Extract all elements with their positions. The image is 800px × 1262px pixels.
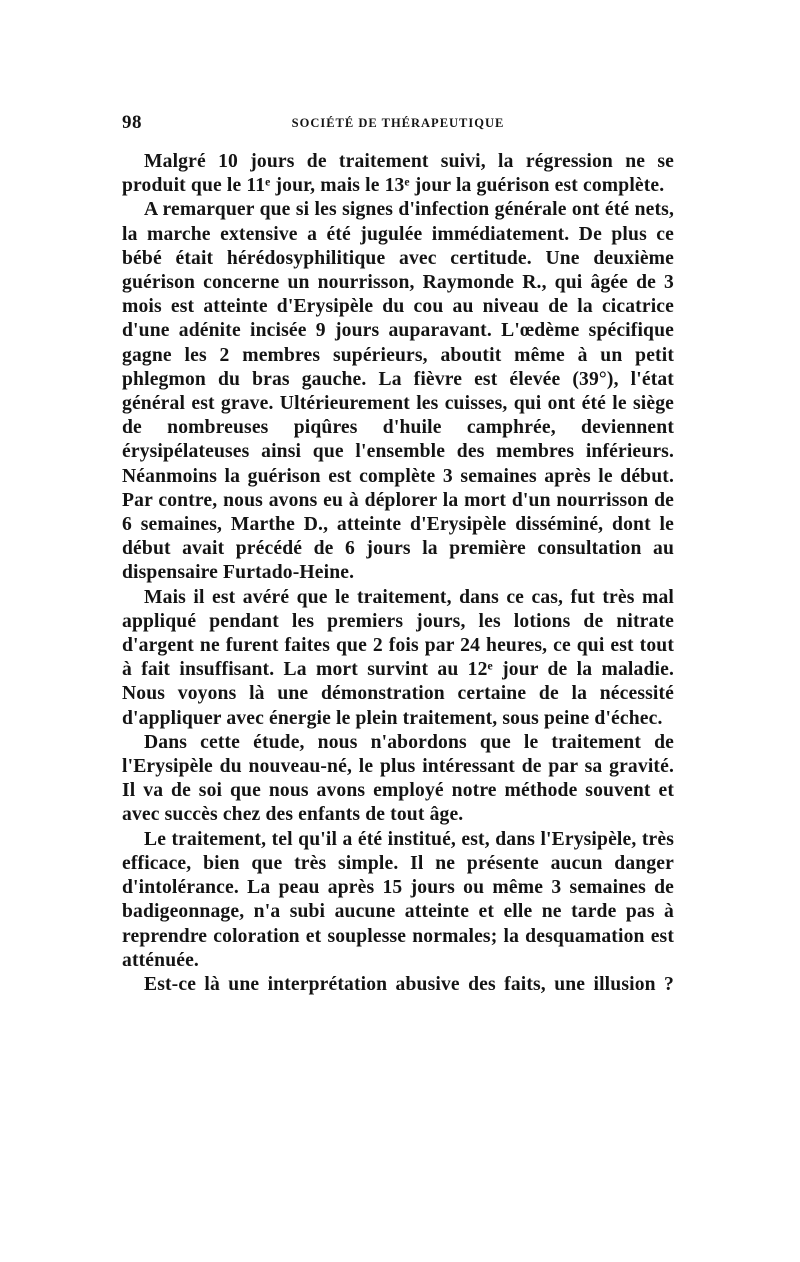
- page-number: 98: [122, 112, 142, 133]
- paragraph: Le traitement, tel qu'il a été institué, est, dans l'Erysipèle, très efficace, bien que très simple. Il ne présente aucun danger d'intolérance. La peau après 15 jours ou même 3 semaines de badigeonnage, n'a subi aucune atteinte et elle ne tarde pas à reprendre coloration et souplesse normales; la desquamation est atténuée.: [122, 828, 674, 971]
- paragraph: Malgré 10 jours de traitement suivi, la régression ne se produit que le 11ᵉ jour, mais le 13ᵉ jour la guérison est complète.: [122, 151, 674, 197]
- page-header: [122, 112, 674, 138]
- paragraph: Mais il est avéré que le traitement, dans ce cas, fut très mal appliqué pendant les premiers jours, les lotions de nitrate d'argent ne furent faites que 2 fois par 24 heures, ce qui est tout à fait insuffisant. La mort survint au 12ᵉ jour de la maladie. Nous voyons là une démonstration certaine de la nécessité d'appliquer avec énergie le plein traitement, sous peine d'échec.: [122, 586, 674, 729]
- body-text: [122, 150, 674, 997]
- paragraph: Est-ce là une interprétation abusive des faits, une illusion ?: [144, 973, 674, 995]
- paragraph: Dans cette étude, nous n'abordons que le traitement de l'Erysipèle du nouveau-né, le plus intéressant de par sa gravité. Il va de soi que nous avons employé notre méthode souvent et avec succès chez des enfants de tout âge.: [122, 731, 674, 826]
- running-title: SOCIÉTÉ DE THÉRAPEUTIQUE: [291, 116, 505, 130]
- book-page: [122, 112, 674, 997]
- paragraph: A remarquer que si les signes d'infection générale ont été nets, la marche extensive a été jugulée immédiatement. De plus ce bébé était hérédosyphilitique avec certitude. Une deuxième guérison concerne un nourrisson, Raymonde R., qui âgée de 3 mois est atteinte d'Erysipèle du cou au niveau de la cicatrice d'une adénite incisée 9 jours auparavant. L'œdème spécifique gagne les 2 membres supérieurs, aboutit même à un petit phlegmon du bras gauche. La fièvre est élevée (39°), l'état général est grave. Ultérieurement les cuisses, qui ont été le siège de nombreuses piqûres d'huile camphrée, deviennent érysipélateuses ainsi que l'ensemble des membres inférieurs. Néanmoins la guérison est complète 3 semaines après le début. Par contre, nous avons eu à déplorer la mort d'un nourrisson de 6 semaines, Marthe D., atteinte d'Erysipèle disséminé, dont le début avait précédé de 6 jours la première consultation au dispensaire Furtado-Heine.: [122, 199, 674, 584]
